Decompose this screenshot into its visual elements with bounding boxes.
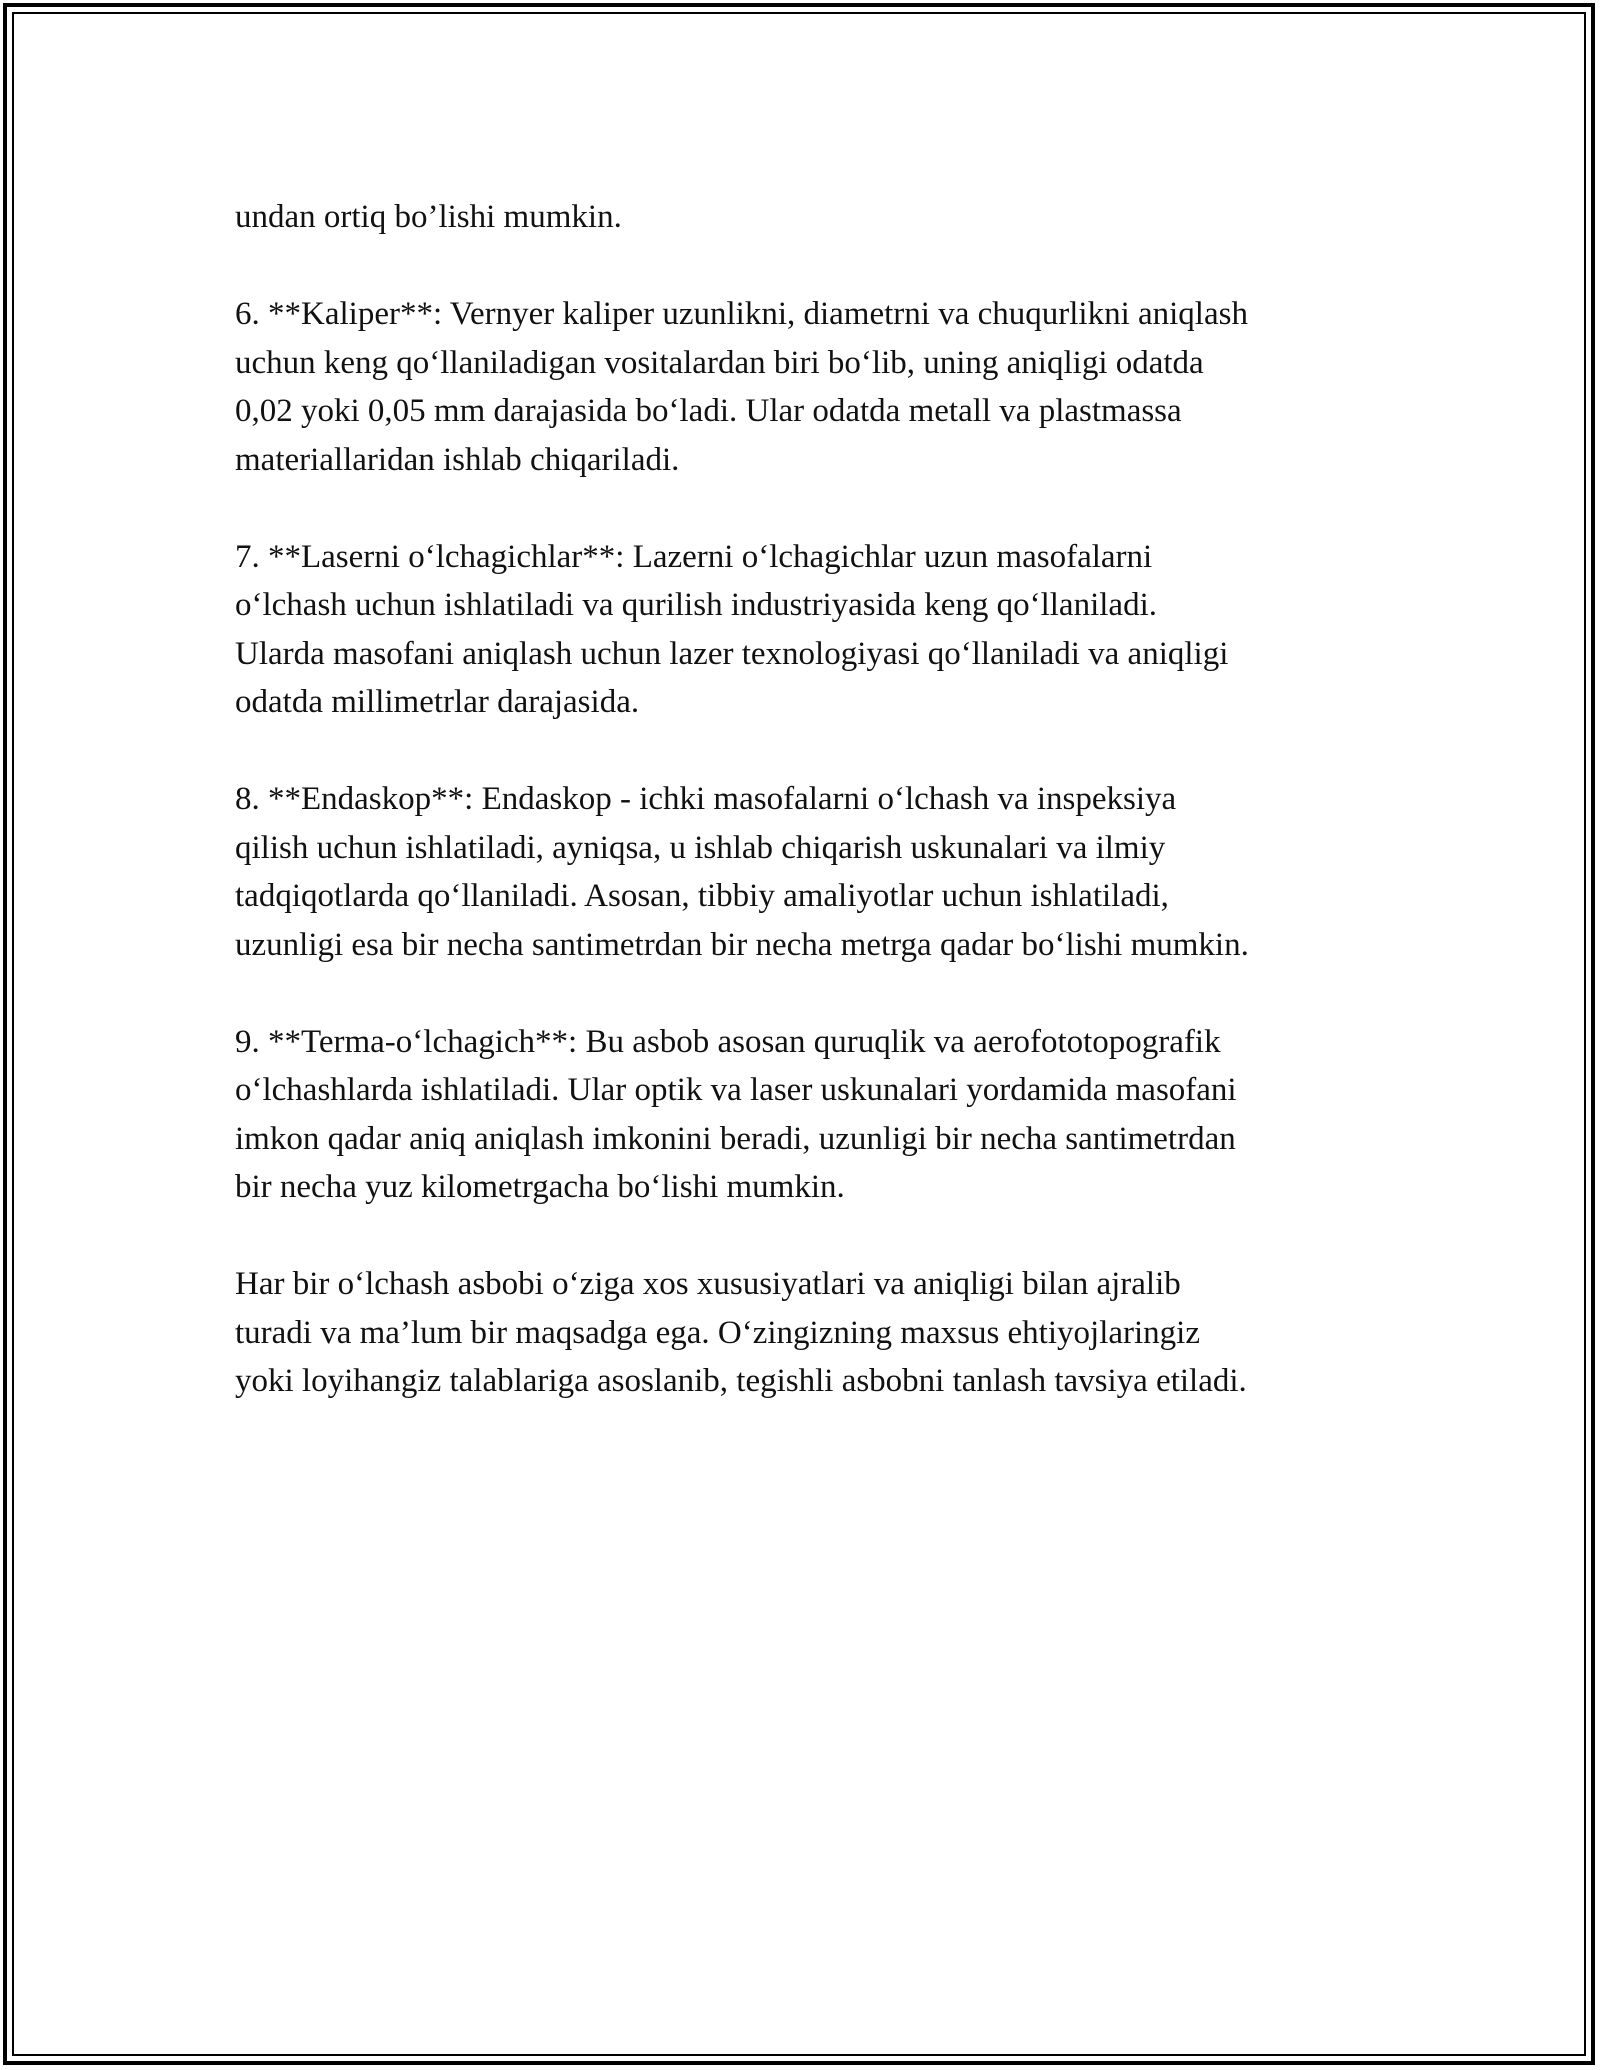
paragraph-continuation: [235, 193, 1385, 242]
text-line: o‘lchashlarda ishlatiladi. Ular optik va laser uskunalari yordamida masofani: [235, 1072, 1237, 1108]
text-line: bir necha yuz kilometrgacha bo‘lishi mumkin.: [235, 1169, 845, 1205]
text-line: turadi va ma’lum bir maqsadga ega. O‘zingizning maxsus ehtiyojlaringiz: [235, 1314, 1200, 1351]
text-line: materiallaridan ishlab chiqariladi.: [235, 441, 680, 478]
text-line: 7. **Laserni o‘lchagichlar**: Lazerni o‘lchagichlar uzun masofalarni: [235, 538, 1153, 575]
text-line: 0,02 yoki 0,05 mm darajasida bo‘ladi. Ular odatda metall va plastmassa: [235, 393, 1182, 429]
paragraph-laserni-olchagichlar: [235, 533, 1385, 727]
text-line: 9. **Terma-o‘lchagich**: Bu asbob asosan quruqlik va aerofototopografik: [235, 1023, 1221, 1060]
document-body: [235, 193, 1385, 1454]
text-line: yoki loyihangiz talablariga asoslanib, tegishli asbobni tanlash tavsiya etiladi.: [235, 1363, 1247, 1399]
text-line: 6. **Kaliper**: Vernyer kaliper uzunlikni, diametrni va chuqurlikni aniqlash: [235, 296, 1248, 332]
text-line: odatda millimetrlar darajasida.: [235, 684, 640, 720]
text-line: qilish uchun ishlatiladi, ayniqsa, u ishlab chiqarish uskunalari va ilmiy: [235, 829, 1166, 866]
page-frame: [3, 3, 1595, 2065]
text-line: uzunligi esa bir necha santimetrdan bir necha metrga qadar bo‘lishi mumkin.: [235, 926, 1249, 963]
text-line: Ularda masofani aniqlash uchun lazer texnologiyasi qo‘llaniladi va aniqligi: [235, 635, 1229, 672]
text-line: Har bir o‘lchash asbobi o‘ziga xos xususiyatlari va aniqligi bilan ajralib: [235, 1266, 1181, 1302]
text-line: 8. **Endaskop**: Endaskop - ichki masofalarni o‘lchash va inspeksiya: [235, 781, 1177, 817]
paragraph-endaskop: [235, 775, 1385, 969]
text-line: undan ortiq bo’lishi mumkin.: [235, 199, 622, 235]
text-line: tadqiqotlarda qo‘llaniladi. Asosan, tibbiy amaliyotlar uchun ishlatiladi,: [235, 878, 1169, 914]
text-line: imkon qadar aniq aniqlash imkonini beradi, uzunligi bir necha santimetrdan: [235, 1120, 1236, 1157]
text-line: uchun keng qo‘llaniladigan vositalardan biri bo‘lib, uning aniqligi odatda: [235, 344, 1204, 381]
text-line: o‘lchash uchun ishlatiladi va qurilish industriyasida keng qo‘llaniladi.: [235, 587, 1157, 623]
paragraph-conclusion: [235, 1260, 1385, 1406]
paragraph-kaliper: [235, 290, 1385, 484]
paragraph-terma-olchagich: [235, 1018, 1385, 1212]
